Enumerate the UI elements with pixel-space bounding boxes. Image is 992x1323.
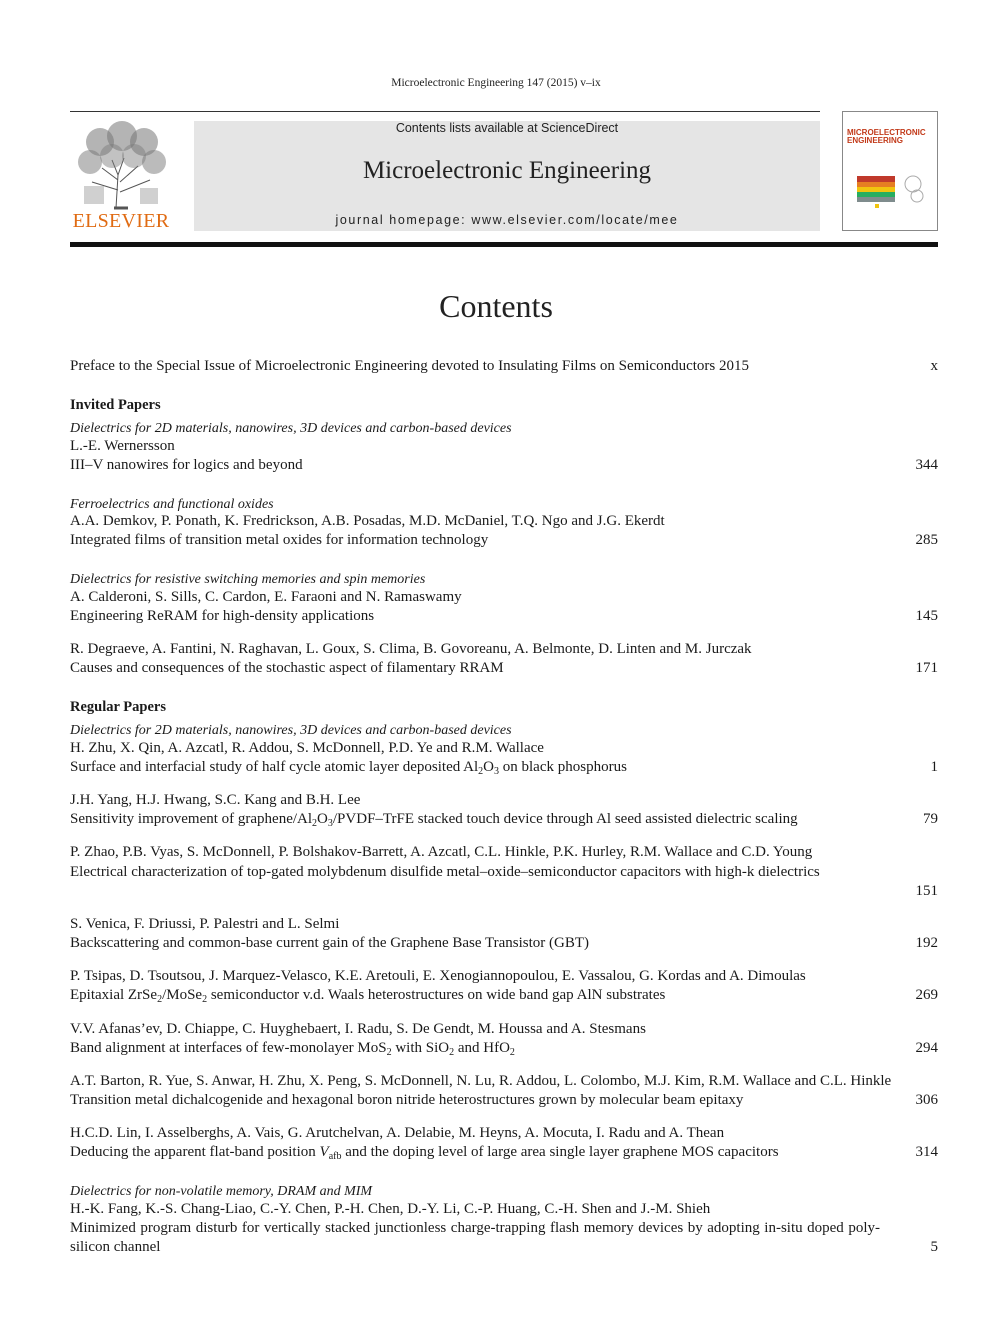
preface-title[interactable]: Preface to the Special Issue of Microelectronic Engineering devoted to Insulating Films on Semiconductors 2015	[70, 358, 749, 374]
elsevier-tree-icon	[72, 120, 170, 210]
title-part: with SiO	[391, 1040, 450, 1056]
journal-cover-thumbnail	[842, 111, 938, 231]
title-part: Sensitivity improvement of graphene/Al	[70, 811, 313, 827]
title-part: and the doping level of large area single layer graphene MOS capacitors	[341, 1144, 779, 1160]
title-part: semiconductor v.d. Waals heterostructures on wide band gap AlN substrates	[207, 987, 666, 1003]
entry-authors: H.-K. Fang, K.-S. Chang-Liao, C.-Y. Chen, P.-H. Chen, D.-Y. Li, C.-P. Huang, C.-H. Shen and J.-M. Shieh	[70, 1201, 711, 1217]
entry-page: 145	[915, 608, 938, 624]
entry-authors: A. Calderoni, S. Sills, C. Cardon, E. Faraoni and N. Ramaswamy	[70, 589, 462, 605]
invited-papers-heading: Invited Papers	[70, 397, 161, 413]
entry-title-link[interactable]	[70, 810, 880, 829]
entry-authors: A.A. Demkov, P. Ponath, K. Fredrickson, A.B. Posadas, M.D. McDaniel, T.Q. Ngo and J.G. Ekerdt	[70, 513, 665, 529]
subscript: afb	[328, 1151, 342, 1162]
invited-section-heading-2: Ferroelectrics and functional oxides	[70, 497, 274, 512]
title-part: /MoSe	[162, 987, 203, 1003]
entry-title-link[interactable]	[70, 1143, 880, 1162]
entry-title-link[interactable]: Integrated films of transition metal oxides for information technology	[70, 532, 489, 548]
elsevier-wordmark: ELSEVIER	[72, 210, 170, 232]
entry-page: 192	[915, 935, 938, 951]
entry-title-link[interactable]: III–V nanowires for logics and beyond	[70, 457, 303, 473]
entry-authors: P. Tsipas, D. Tsoutsou, J. Marquez-Velasco, K.E. Aretouli, E. Xenogiannopoulou, E. Vassalou, G. Kordas and A. Dimoulas	[70, 968, 806, 984]
title-part: Deducing the apparent flat-band position	[70, 1144, 320, 1160]
entry-authors: H.C.D. Lin, I. Asselberghs, A. Vais, G. Arutchelvan, A. Delabie, M. Heyns, A. Mocuta, I. Radu and A. Thean	[70, 1125, 725, 1141]
title-part: /PVDF–TrFE stacked touch device through Al seed assisted dielectric scaling	[332, 811, 798, 827]
header-thick-rule	[70, 242, 938, 247]
entry-authors: A.T. Barton, R. Yue, S. Anwar, H. Zhu, X. Peng, S. McDonnell, N. Lu, R. Addou, L. Colombo, M.J. Kim, R.M. Wallace and C.L. Hinkle	[70, 1073, 892, 1089]
preface-page: x	[930, 358, 938, 374]
cover-title-line1: MICROELECTRONIC	[847, 128, 926, 137]
journal-homepage-link[interactable]: journal homepage: www.elsevier.com/locate/mee	[335, 213, 679, 227]
subscript: 2	[478, 766, 484, 777]
title-part: Surface and interfacial study of half cycle atomic layer deposited Al	[70, 759, 479, 775]
regular-section-heading-1: Dielectrics for 2D materials, nanowires, 3D devices and carbon-based devices	[70, 723, 512, 738]
entry-page: 314	[915, 1144, 938, 1160]
contents-available-link[interactable]: Contents lists available at ScienceDirect	[395, 121, 619, 135]
invited-section-heading-1: Dielectrics for 2D materials, nanowires, 3D devices and carbon-based devices	[70, 421, 512, 436]
header-top-rule	[70, 111, 820, 112]
running-head: Microelectronic Engineering 147 (2015) v–ix	[391, 77, 601, 89]
subscript: 2	[386, 1047, 392, 1058]
entry-title-link[interactable]	[70, 1039, 880, 1058]
regular-section-heading-2: Dielectrics for non-volatile memory, DRAM and MIM	[70, 1184, 373, 1199]
subscript: 2	[449, 1047, 455, 1058]
entry-page: 306	[915, 1092, 938, 1108]
entry-title-link[interactable]: Electrical characterization of top-gated molybdenum disulfide metal–oxide–semiconductor capacitors with high-k dielectrics	[70, 864, 820, 880]
entry-page: 294	[915, 1040, 938, 1056]
entry-page: 79	[923, 811, 938, 827]
title-part: Band alignment at interfaces of few-monolayer MoS	[70, 1040, 387, 1056]
entry-authors: H. Zhu, X. Qin, A. Azcatl, R. Addou, S. McDonnell, P.D. Ye and R.M. Wallace	[70, 740, 544, 756]
entry-page: 5	[930, 1239, 938, 1255]
entry-page: 1	[930, 759, 938, 775]
title-part: O	[483, 759, 495, 775]
subscript: 3	[494, 766, 500, 777]
title-part: Epitaxial ZrSe	[70, 987, 158, 1003]
title-part: and HfO	[454, 1040, 510, 1056]
subscript: 2	[157, 994, 163, 1005]
entry-title-link[interactable]: Engineering ReRAM for high-density applications	[70, 608, 375, 624]
cover-illustration-icon	[847, 152, 933, 224]
subscript: 2	[312, 818, 318, 829]
journal-name: Microelectronic Engineering	[362, 157, 652, 184]
elsevier-logo	[70, 120, 172, 232]
entry-authors: R. Degraeve, A. Fantini, N. Raghavan, L. Goux, S. Clima, B. Govoreanu, A. Belmonte, D. Linten and M. Jurczak	[70, 641, 752, 657]
contents-title: Contents	[439, 288, 553, 324]
entry-page: 285	[915, 532, 938, 548]
title-part: O	[317, 811, 328, 827]
cover-title-line2: ENGINEERING	[847, 136, 904, 145]
entry-page: 151	[915, 883, 938, 899]
entry-title-link[interactable]: Minimized program disturb for vertically stacked junctionless charge-trapping flash memory devices by adopting in-situ doped poly-silicon channel	[70, 1220, 880, 1255]
entry-authors: P. Zhao, P.B. Vyas, S. McDonnell, P. Bolshakov-Barrett, A. Azcatl, C.L. Hinkle, P.K. Hurley, R.M. Wallace and C.D. Young	[70, 844, 813, 860]
entry-page: 269	[915, 987, 938, 1003]
entry-authors: J.H. Yang, H.J. Hwang, S.C. Kang and B.H. Lee	[70, 792, 361, 808]
entry-title-link[interactable]: Transition metal dichalcogenide and hexagonal boron nitride heterostructures grown by molecular beam epitaxy	[70, 1092, 744, 1108]
entry-title-link[interactable]: Backscattering and common-base current gain of the Graphene Base Transistor (GBT)	[70, 935, 590, 951]
entry-title-link[interactable]	[70, 758, 880, 777]
title-part: on black phosphorus	[499, 759, 627, 775]
entry-authors: V.V. Afanas’ev, D. Chiappe, C. Huyghebaert, I. Radu, S. De Gendt, M. Houssa and A. Stesmans	[70, 1021, 646, 1037]
regular-papers-heading: Regular Papers	[70, 699, 166, 715]
entry-authors: L.-E. Wernersson	[70, 438, 175, 454]
invited-section-heading-3: Dielectrics for resistive switching memories and spin memories	[70, 572, 426, 587]
entry-title-link[interactable]	[70, 986, 880, 1005]
journal-banner	[194, 121, 820, 231]
entry-title-link[interactable]: Causes and consequences of the stochastic aspect of filamentary RRAM	[70, 660, 504, 676]
entry-page: 344	[915, 457, 938, 473]
cover-title	[847, 129, 935, 145]
subscript: 3	[327, 818, 333, 829]
entry-authors: S. Venica, F. Driussi, P. Palestri and L. Selmi	[70, 916, 340, 932]
subscript: 2	[202, 994, 208, 1005]
vafb-symbol: V	[319, 1144, 329, 1160]
entry-page: 171	[915, 660, 938, 676]
subscript: 2	[509, 1047, 515, 1058]
